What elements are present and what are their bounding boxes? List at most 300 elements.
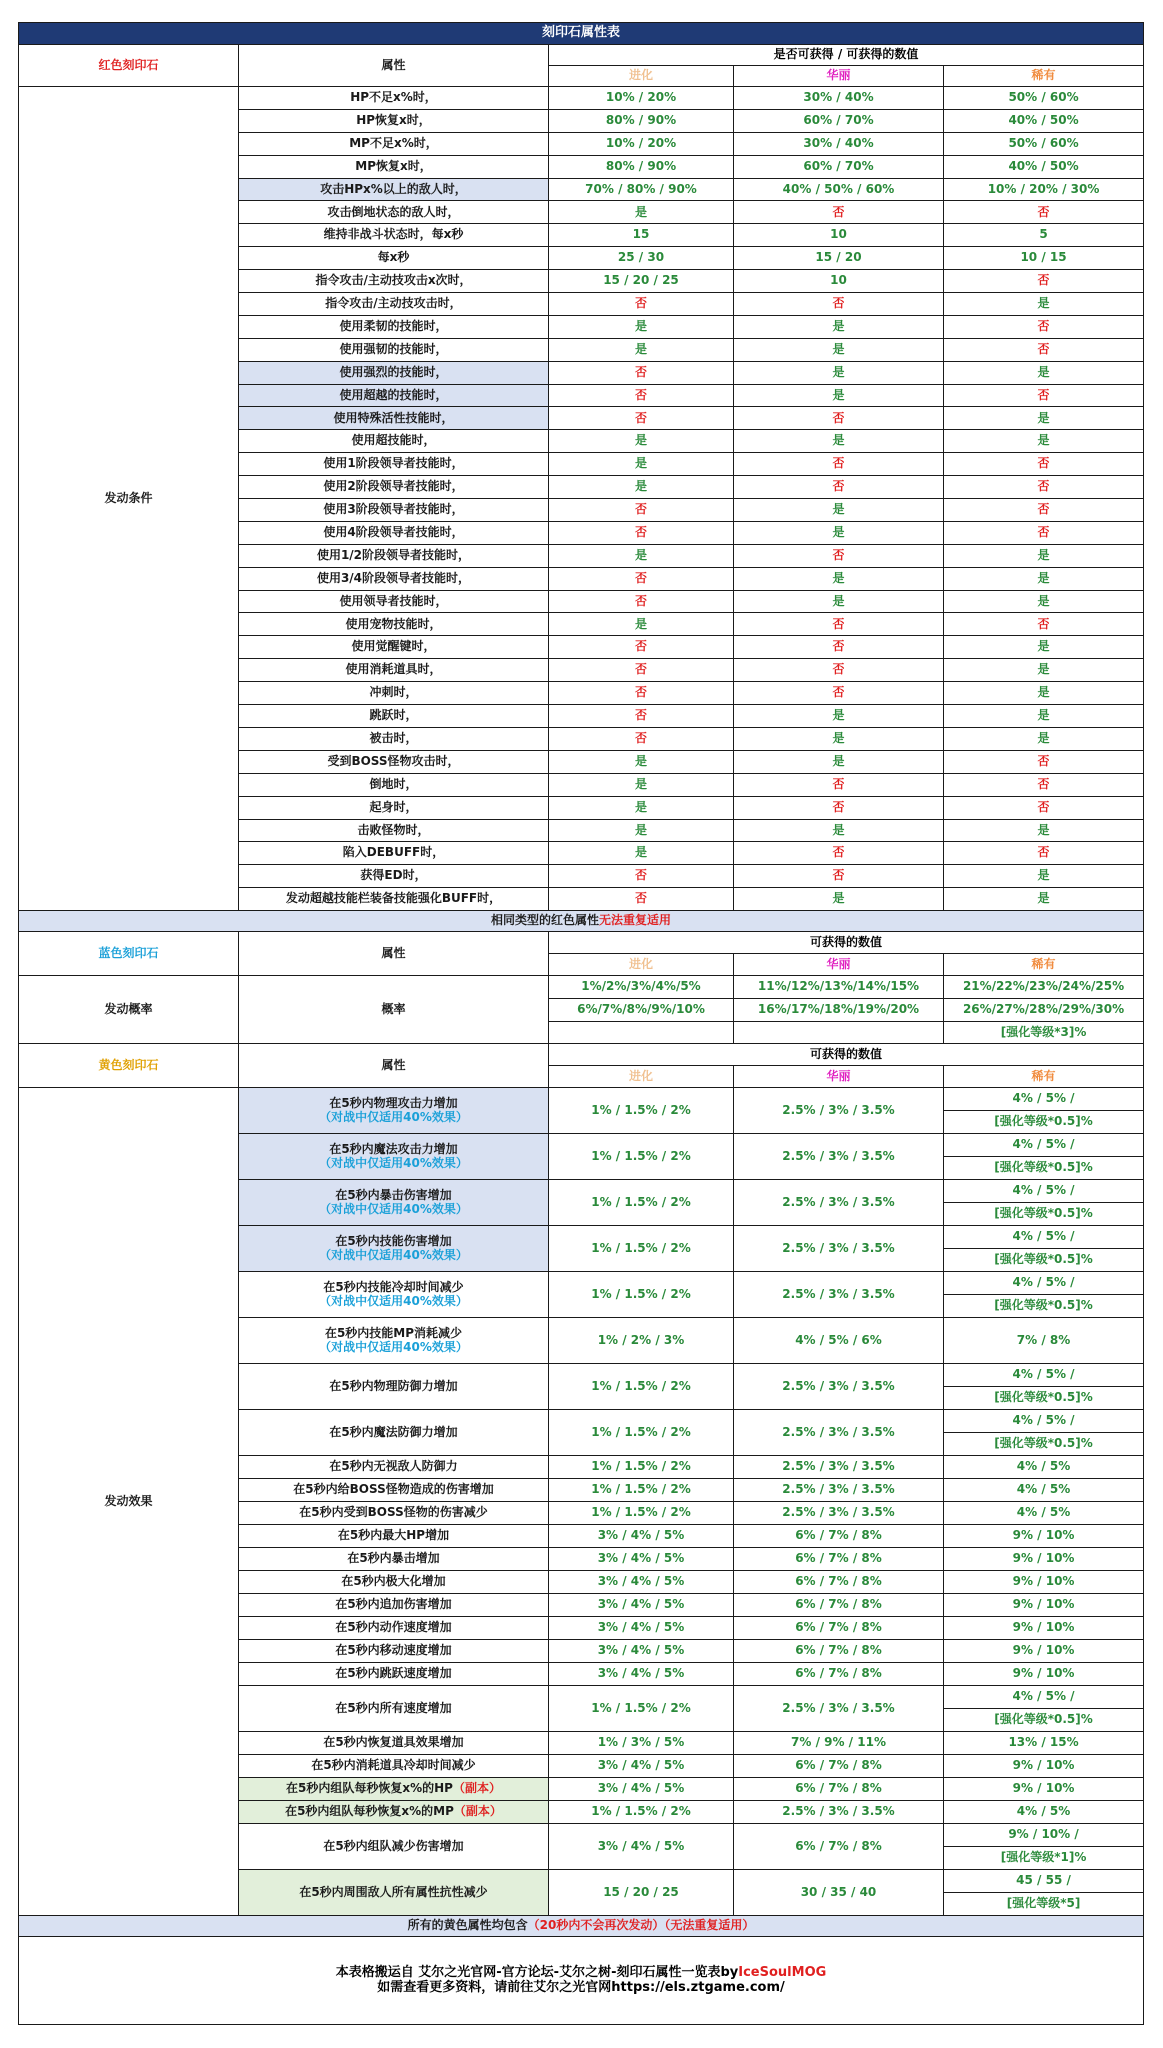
yellow-evo-value: 3% / 4% / 5% — [549, 1617, 734, 1640]
blue-category: 蓝色刻印石 — [19, 932, 239, 976]
red-value: 是 — [549, 796, 734, 819]
yellow-attr — [239, 1456, 549, 1479]
yellow-xi-value-extra: [强化等级*0.5]% — [944, 1295, 1144, 1318]
grade-hua-header: 华丽 — [734, 954, 944, 976]
yellow-attr-text: 在5秒内跳跃速度增加 — [335, 1666, 452, 1681]
red-value: 是 — [549, 544, 734, 567]
pvp-note: （对战中仅适用40%效果） — [319, 1109, 468, 1124]
yellow-hua-value: 2.5% / 3% / 3.5% — [734, 1479, 944, 1502]
red-value: 否 — [549, 705, 734, 728]
yellow-evo-value: 3% / 4% / 5% — [549, 1548, 734, 1571]
yellow-attr-text: 在5秒内物理攻击力增加 — [329, 1095, 458, 1110]
red-value: 是 — [944, 407, 1144, 430]
yellow-note-warning-2: （无法重复适用） — [664, 1918, 755, 1933]
yellow-attr — [239, 1640, 549, 1663]
red-value: 是 — [549, 201, 734, 224]
red-value: 否 — [944, 270, 1144, 293]
yellow-evo-value: 1% / 1.5% / 2% — [549, 1364, 734, 1410]
imprint-stone-table — [18, 22, 1144, 2025]
yellow-xi-value: 4% / 5% — [944, 1456, 1144, 1479]
red-attr: 获得ED时， — [239, 865, 549, 888]
red-attr: 使用领导者技能时， — [239, 590, 549, 613]
dungeon-note: （副本） — [452, 1781, 501, 1796]
yellow-attr — [239, 1134, 549, 1180]
red-value: 否 — [734, 773, 944, 796]
yellow-attr-text: 在5秒内受到BOSS怪物的伤害减少 — [299, 1505, 488, 1520]
yellow-attr-text: 在5秒内暴击增加 — [347, 1551, 440, 1566]
red-attr: HP不足x%时， — [239, 87, 549, 110]
table-row — [19, 23, 1144, 45]
red-value: 否 — [944, 773, 1144, 796]
footer-author: IceSoulMOG — [738, 1964, 827, 1980]
red-value: 是 — [734, 384, 944, 407]
red-value: 是 — [549, 476, 734, 499]
red-value: 否 — [734, 865, 944, 888]
yellow-hua-value: 2.5% / 3% / 3.5% — [734, 1364, 944, 1410]
red-value: 是 — [734, 567, 944, 590]
yellow-attr-text: 在5秒内组队每秒恢复x%的HP — [286, 1781, 453, 1796]
blue-row-label: 发动概率 — [19, 976, 239, 1044]
yellow-note-warning-1: （20秒内不会再次发动） — [527, 1918, 665, 1933]
yellow-evo-value: 1% / 1.5% / 2% — [549, 1180, 734, 1226]
red-value: 是 — [734, 315, 944, 338]
yellow-attr-text: 在5秒内给BOSS怪物造成的伤害增加 — [293, 1482, 494, 1497]
yellow-xi-value: 4% / 5% / — [944, 1364, 1144, 1387]
red-value: 60% / 70% — [734, 155, 944, 178]
red-value: 是 — [944, 727, 1144, 750]
yellow-row-label: 发动效果 — [19, 1088, 239, 1916]
yellow-attr-text: 在5秒内组队每秒恢复x%的MP — [285, 1804, 454, 1819]
yellow-xi-value: 9% / 10% — [944, 1778, 1144, 1801]
grade-xi-header: 稀有 — [944, 1066, 1144, 1088]
footer-source: 本表格搬运自 艾尔之光官网-官方论坛-艾尔之树-刻印石属性一览表by — [335, 1964, 739, 1980]
yellow-evo-value: 3% / 4% / 5% — [549, 1594, 734, 1617]
yellow-hua-value: 6% / 7% / 8% — [734, 1778, 944, 1801]
yellow-xi-value: 9% / 10% — [944, 1755, 1144, 1778]
yellow-hua-value: 6% / 7% / 8% — [734, 1525, 944, 1548]
yellow-attr-text: 在5秒内动作速度增加 — [335, 1620, 452, 1635]
yellow-xi-value: 13% / 15% — [944, 1732, 1144, 1755]
red-value: 是 — [549, 613, 734, 636]
red-attr: 倒地时， — [239, 773, 549, 796]
yellow-attr — [239, 1778, 549, 1801]
yellow-hua-value: 2.5% / 3% / 3.5% — [734, 1180, 944, 1226]
red-attr: MP不足x%时， — [239, 132, 549, 155]
yellow-xi-value: 45 / 55 / — [944, 1870, 1144, 1893]
red-value: 否 — [734, 476, 944, 499]
red-value: 是 — [549, 315, 734, 338]
red-value: 否 — [734, 659, 944, 682]
yellow-evo-value: 1% / 1.5% / 2% — [549, 1272, 734, 1318]
yellow-attr-text: 在5秒内最大HP增加 — [337, 1528, 450, 1543]
red-attr: 受到BOSS怪物攻击时， — [239, 750, 549, 773]
yellow-evo-value: 3% / 4% / 5% — [549, 1571, 734, 1594]
red-value: 是 — [944, 293, 1144, 316]
yellow-hua-value: 2.5% / 3% / 3.5% — [734, 1410, 944, 1456]
red-value: 否 — [734, 682, 944, 705]
yellow-hua-value: 6% / 7% / 8% — [734, 1640, 944, 1663]
red-attr: 维持非战斗状态时，每x秒 — [239, 224, 549, 247]
yellow-attr — [239, 1502, 549, 1525]
yellow-attr-text: 在5秒内恢复道具效果增加 — [323, 1735, 464, 1750]
red-attr: 攻击HPx%以上的敌人时， — [239, 178, 549, 201]
yellow-attr — [239, 1525, 549, 1548]
blue-hua-value: 16%/17%/18%/19%/20% — [734, 999, 944, 1022]
red-value: 否 — [944, 499, 1144, 522]
red-value: 15 / 20 — [734, 247, 944, 270]
yellow-attr — [239, 1824, 549, 1870]
red-value: 是 — [944, 865, 1144, 888]
table-row — [19, 45, 1144, 66]
yellow-xi-value: 4% / 5% / — [944, 1134, 1144, 1157]
red-value: 50% / 60% — [944, 132, 1144, 155]
red-attr: 使用特殊活性技能时， — [239, 407, 549, 430]
red-value: 否 — [549, 567, 734, 590]
red-attr: 使用柔韧的技能时， — [239, 315, 549, 338]
red-value: 是 — [734, 430, 944, 453]
yellow-evo-value: 1% / 1.5% / 2% — [549, 1686, 734, 1732]
yellow-attr-text: 在5秒内所有速度增加 — [335, 1700, 452, 1715]
blue-evo-value — [549, 1022, 734, 1044]
red-attr: 击败怪物时， — [239, 819, 549, 842]
yellow-attr — [239, 1617, 549, 1640]
red-note — [19, 911, 1144, 932]
yellow-xi-value: 9% / 10% — [944, 1663, 1144, 1686]
yellow-xi-value: 4% / 5% / — [944, 1410, 1144, 1433]
grade-xi-header: 稀有 — [944, 954, 1144, 976]
red-value: 否 — [549, 888, 734, 911]
yellow-attr-header: 属性 — [239, 1044, 549, 1088]
yellow-hua-value: 6% / 7% / 8% — [734, 1571, 944, 1594]
red-attr: 使用消耗道具时， — [239, 659, 549, 682]
yellow-evo-value: 1% / 1.5% / 2% — [549, 1479, 734, 1502]
red-value: 否 — [549, 521, 734, 544]
red-value: 30% / 40% — [734, 132, 944, 155]
yellow-attr — [239, 1870, 549, 1916]
red-value: 否 — [549, 659, 734, 682]
red-value: 是 — [549, 750, 734, 773]
yellow-hua-value: 6% / 7% / 8% — [734, 1824, 944, 1870]
grade-evo-header: 进化 — [549, 954, 734, 976]
red-value: 否 — [549, 865, 734, 888]
yellow-hua-value: 6% / 7% / 8% — [734, 1548, 944, 1571]
red-value: 10% / 20% — [549, 87, 734, 110]
yellow-attr — [239, 1272, 549, 1318]
red-value: 否 — [734, 453, 944, 476]
yellow-hua-value: 2.5% / 3% / 3.5% — [734, 1088, 944, 1134]
yellow-attr — [239, 1801, 549, 1824]
red-attr: 使用宠物技能时， — [239, 613, 549, 636]
yellow-evo-value: 3% / 4% / 5% — [549, 1663, 734, 1686]
blue-evo-value: 1%/2%/3%/4%/5% — [549, 976, 734, 999]
red-value: 是 — [944, 705, 1144, 728]
red-value: 是 — [944, 361, 1144, 384]
red-attr: 指令攻击/主动技攻击x次时， — [239, 270, 549, 293]
red-value: 否 — [734, 613, 944, 636]
blue-xi-value: 21%/22%/23%/24%/25% — [944, 976, 1144, 999]
footer-line-2: 如需查看更多资料，请前往艾尔之光官网https://els.ztgame.com/ — [377, 1979, 785, 1995]
yellow-evo-value: 1% / 1.5% / 2% — [549, 1456, 734, 1479]
red-attr: 使用超技能时， — [239, 430, 549, 453]
red-attr: 使用强韧的技能时， — [239, 338, 549, 361]
yellow-evo-value: 3% / 4% / 5% — [549, 1778, 734, 1801]
red-value: 是 — [549, 773, 734, 796]
yellow-attr — [239, 1364, 549, 1410]
yellow-attr — [239, 1732, 549, 1755]
red-attr: MP恢复x时， — [239, 155, 549, 178]
red-value: 是 — [549, 338, 734, 361]
yellow-hua-value: 6% / 7% / 8% — [734, 1594, 944, 1617]
yellow-attr — [239, 1318, 549, 1364]
red-value: 是 — [734, 361, 944, 384]
table-row — [19, 911, 1144, 932]
grade-hua-header: 华丽 — [734, 1066, 944, 1088]
red-value: 80% / 90% — [549, 109, 734, 132]
pvp-note: （对战中仅适用40%效果） — [319, 1247, 468, 1262]
table-row — [19, 976, 1144, 999]
red-value: 否 — [734, 293, 944, 316]
yellow-attr-text: 在5秒内魔法防御力增加 — [329, 1424, 458, 1439]
red-value: 否 — [944, 201, 1144, 224]
red-value: 是 — [944, 659, 1144, 682]
blue-attr: 概率 — [239, 976, 549, 1044]
red-value: 10% / 20% / 30% — [944, 178, 1144, 201]
footer — [19, 1937, 1144, 2025]
yellow-attr — [239, 1594, 549, 1617]
yellow-attr — [239, 1226, 549, 1272]
red-value: 否 — [944, 613, 1144, 636]
blue-xi-value: 26%/27%/28%/29%/30% — [944, 999, 1144, 1022]
red-value: 是 — [734, 750, 944, 773]
red-value: 10% / 20% — [549, 132, 734, 155]
yellow-xi-value: 4% / 5% — [944, 1502, 1144, 1525]
red-value: 15 / 20 / 25 — [549, 270, 734, 293]
yellow-xi-value-extra: [强化等级*0.5]% — [944, 1249, 1144, 1272]
yellow-attr-text: 在5秒内追加伤害增加 — [335, 1597, 452, 1612]
blue-evo-value: 6%/7%/8%/9%/10% — [549, 999, 734, 1022]
yellow-xi-value: 9% / 10% — [944, 1640, 1144, 1663]
table-row — [19, 87, 1144, 110]
yellow-xi-value-extra: [强化等级*0.5]% — [944, 1709, 1144, 1732]
yellow-attr-text: 在5秒内移动速度增加 — [335, 1643, 452, 1658]
yellow-xi-value: 4% / 5% — [944, 1479, 1144, 1502]
footer-line-1 — [23, 1966, 1139, 1981]
yellow-attr-text: 在5秒内物理防御力增加 — [329, 1378, 458, 1393]
red-attr: 使用3阶段领导者技能时， — [239, 499, 549, 522]
table-row — [19, 1044, 1144, 1066]
red-value: 否 — [944, 796, 1144, 819]
red-attr: HP恢复x时， — [239, 109, 549, 132]
yellow-attr-text: 在5秒内周围敌人所有属性抗性减少 — [299, 1884, 488, 1899]
red-attr: 每x秒 — [239, 247, 549, 270]
red-value: 否 — [944, 521, 1144, 544]
red-note-text: 相同类型的红色属性 — [491, 913, 600, 928]
red-value: 否 — [549, 361, 734, 384]
yellow-note — [19, 1916, 1144, 1937]
red-attr: 使用2阶段领导者技能时， — [239, 476, 549, 499]
yellow-hua-value: 2.5% / 3% / 3.5% — [734, 1456, 944, 1479]
yellow-attr-text: 在5秒内暴击伤害增加 — [335, 1187, 452, 1202]
yellow-hua-value: 2.5% / 3% / 3.5% — [734, 1134, 944, 1180]
yellow-xi-value: 9% / 10% — [944, 1571, 1144, 1594]
red-value: 是 — [549, 453, 734, 476]
red-attr: 攻击倒地状态的敌人时， — [239, 201, 549, 224]
red-value: 是 — [944, 430, 1144, 453]
red-value: 10 — [734, 270, 944, 293]
yellow-evo-value: 1% / 1.5% / 2% — [549, 1410, 734, 1456]
grade-evo-header: 进化 — [549, 66, 734, 87]
dungeon-note: （副本） — [453, 1804, 502, 1819]
red-value: 10 — [734, 224, 944, 247]
yellow-attr-text: 在5秒内魔法攻击力增加 — [329, 1141, 458, 1156]
yellow-hua-value: 4% / 5% / 6% — [734, 1318, 944, 1364]
yellow-xi-value: 4% / 5% / — [944, 1088, 1144, 1111]
red-value: 否 — [944, 384, 1144, 407]
yellow-xi-value: 9% / 10% — [944, 1594, 1144, 1617]
yellow-evo-value: 1% / 1.5% / 2% — [549, 1134, 734, 1180]
yellow-attr — [239, 1663, 549, 1686]
yellow-evo-value: 3% / 4% / 5% — [549, 1755, 734, 1778]
red-value: 否 — [734, 636, 944, 659]
yellow-xi-value-extra: [强化等级*5] — [944, 1893, 1144, 1916]
red-value: 是 — [734, 338, 944, 361]
red-value: 否 — [944, 315, 1144, 338]
yellow-xi-value: 9% / 10% — [944, 1548, 1144, 1571]
red-value: 是 — [944, 819, 1144, 842]
table-row — [19, 1937, 1144, 2025]
red-value: 30% / 40% — [734, 87, 944, 110]
red-value: 是 — [549, 819, 734, 842]
yellow-attr — [239, 1410, 549, 1456]
yellow-evo-value: 1% / 1.5% / 2% — [549, 1801, 734, 1824]
yellow-hua-value: 6% / 7% / 8% — [734, 1663, 944, 1686]
blue-attr-header: 属性 — [239, 932, 549, 976]
yellow-attr — [239, 1686, 549, 1732]
yellow-attr — [239, 1571, 549, 1594]
red-value: 是 — [944, 682, 1144, 705]
yellow-attr — [239, 1088, 549, 1134]
yellow-hua-value: 7% / 9% / 11% — [734, 1732, 944, 1755]
yellow-xi-value: 9% / 10% — [944, 1617, 1144, 1640]
yellow-attr-text: 在5秒内技能冷却时间减少 — [323, 1279, 464, 1294]
red-value: 15 — [549, 224, 734, 247]
red-value: 否 — [734, 544, 944, 567]
red-attr: 使用1/2阶段领导者技能时， — [239, 544, 549, 567]
red-note-warning: 无法重复适用 — [599, 913, 672, 928]
red-attr: 跳跃时， — [239, 705, 549, 728]
red-value: 否 — [549, 636, 734, 659]
red-attr: 指令攻击/主动技攻击时， — [239, 293, 549, 316]
yellow-value-header: 可获得的数值 — [549, 1044, 1144, 1066]
yellow-evo-value: 1% / 3% / 5% — [549, 1732, 734, 1755]
red-value: 5 — [944, 224, 1144, 247]
yellow-hua-value: 2.5% / 3% / 3.5% — [734, 1686, 944, 1732]
yellow-xi-value: 9% / 10% / — [944, 1824, 1144, 1847]
yellow-note-text: 所有的黄色属性均包含 — [407, 1918, 528, 1933]
red-value: 否 — [734, 201, 944, 224]
red-value: 70% / 80% / 90% — [549, 178, 734, 201]
red-value: 否 — [734, 842, 944, 865]
red-attr: 被击时， — [239, 727, 549, 750]
blue-xi-value: [强化等级*3]% — [944, 1022, 1144, 1044]
table-row — [19, 1088, 1144, 1111]
red-attr: 使用超越的技能时， — [239, 384, 549, 407]
red-category: 红色刻印石 — [19, 45, 239, 87]
yellow-attr — [239, 1755, 549, 1778]
grade-hua-header: 华丽 — [734, 66, 944, 87]
red-value: 40% / 50% / 60% — [734, 178, 944, 201]
red-value: 否 — [944, 750, 1144, 773]
red-value: 是 — [549, 430, 734, 453]
yellow-xi-value-extra: [强化等级*0.5]% — [944, 1387, 1144, 1410]
red-value: 是 — [944, 544, 1144, 567]
red-value: 否 — [549, 590, 734, 613]
red-attr: 发动超越技能栏装备技能强化BUFF时， — [239, 888, 549, 911]
red-value: 是 — [944, 888, 1144, 911]
grade-evo-header: 进化 — [549, 1066, 734, 1088]
yellow-attr-text: 在5秒内组队减少伤害增加 — [323, 1838, 464, 1853]
pvp-note: （对战中仅适用40%效果） — [319, 1293, 468, 1308]
blue-hua-value — [734, 1022, 944, 1044]
red-value: 60% / 70% — [734, 109, 944, 132]
red-value: 否 — [549, 384, 734, 407]
red-value: 否 — [944, 453, 1144, 476]
yellow-xi-value: 4% / 5% / — [944, 1272, 1144, 1295]
yellow-hua-value: 2.5% / 3% / 3.5% — [734, 1226, 944, 1272]
yellow-attr-text: 在5秒内技能伤害增加 — [335, 1233, 452, 1248]
yellow-xi-value-extra: [强化等级*1]% — [944, 1847, 1144, 1870]
red-value: 否 — [944, 842, 1144, 865]
red-value: 是 — [734, 727, 944, 750]
red-value: 否 — [549, 293, 734, 316]
yellow-xi-value: 4% / 5% / — [944, 1180, 1144, 1203]
red-value: 是 — [734, 590, 944, 613]
yellow-attr-text: 在5秒内无视敌人防御力 — [329, 1459, 458, 1474]
red-attr: 使用强烈的技能时， — [239, 361, 549, 384]
red-value: 否 — [734, 407, 944, 430]
red-attr: 使用3/4阶段领导者技能时， — [239, 567, 549, 590]
red-attr: 使用1阶段领导者技能时， — [239, 453, 549, 476]
yellow-evo-value: 15 / 20 / 25 — [549, 1870, 734, 1916]
red-value: 40% / 50% — [944, 109, 1144, 132]
red-value: 是 — [734, 705, 944, 728]
yellow-attr — [239, 1479, 549, 1502]
red-value: 是 — [944, 567, 1144, 590]
yellow-attr — [239, 1548, 549, 1571]
red-value: 是 — [944, 636, 1144, 659]
red-value: 40% / 50% — [944, 155, 1144, 178]
red-value: 是 — [734, 819, 944, 842]
pvp-note: （对战中仅适用40%效果） — [319, 1201, 468, 1216]
yellow-xi-value: 4% / 5% / — [944, 1686, 1144, 1709]
red-value: 10 / 15 — [944, 247, 1144, 270]
red-value: 否 — [549, 499, 734, 522]
yellow-hua-value: 2.5% / 3% / 3.5% — [734, 1272, 944, 1318]
yellow-xi-value: 9% / 10% — [944, 1525, 1144, 1548]
yellow-evo-value: 1% / 1.5% / 2% — [549, 1226, 734, 1272]
red-value: 是 — [549, 842, 734, 865]
red-value: 25 / 30 — [549, 247, 734, 270]
blue-hua-value: 11%/12%/13%/14%/15% — [734, 976, 944, 999]
yellow-evo-value: 3% / 4% / 5% — [549, 1824, 734, 1870]
yellow-hua-value: 2.5% / 3% / 3.5% — [734, 1801, 944, 1824]
red-value: 是 — [944, 590, 1144, 613]
pvp-note: （对战中仅适用40%效果） — [319, 1339, 468, 1354]
yellow-hua-value: 6% / 7% / 8% — [734, 1755, 944, 1778]
yellow-hua-value: 30 / 35 / 40 — [734, 1870, 944, 1916]
yellow-xi-value-extra: [强化等级*0.5]% — [944, 1111, 1144, 1134]
yellow-hua-value: 2.5% / 3% / 3.5% — [734, 1502, 944, 1525]
